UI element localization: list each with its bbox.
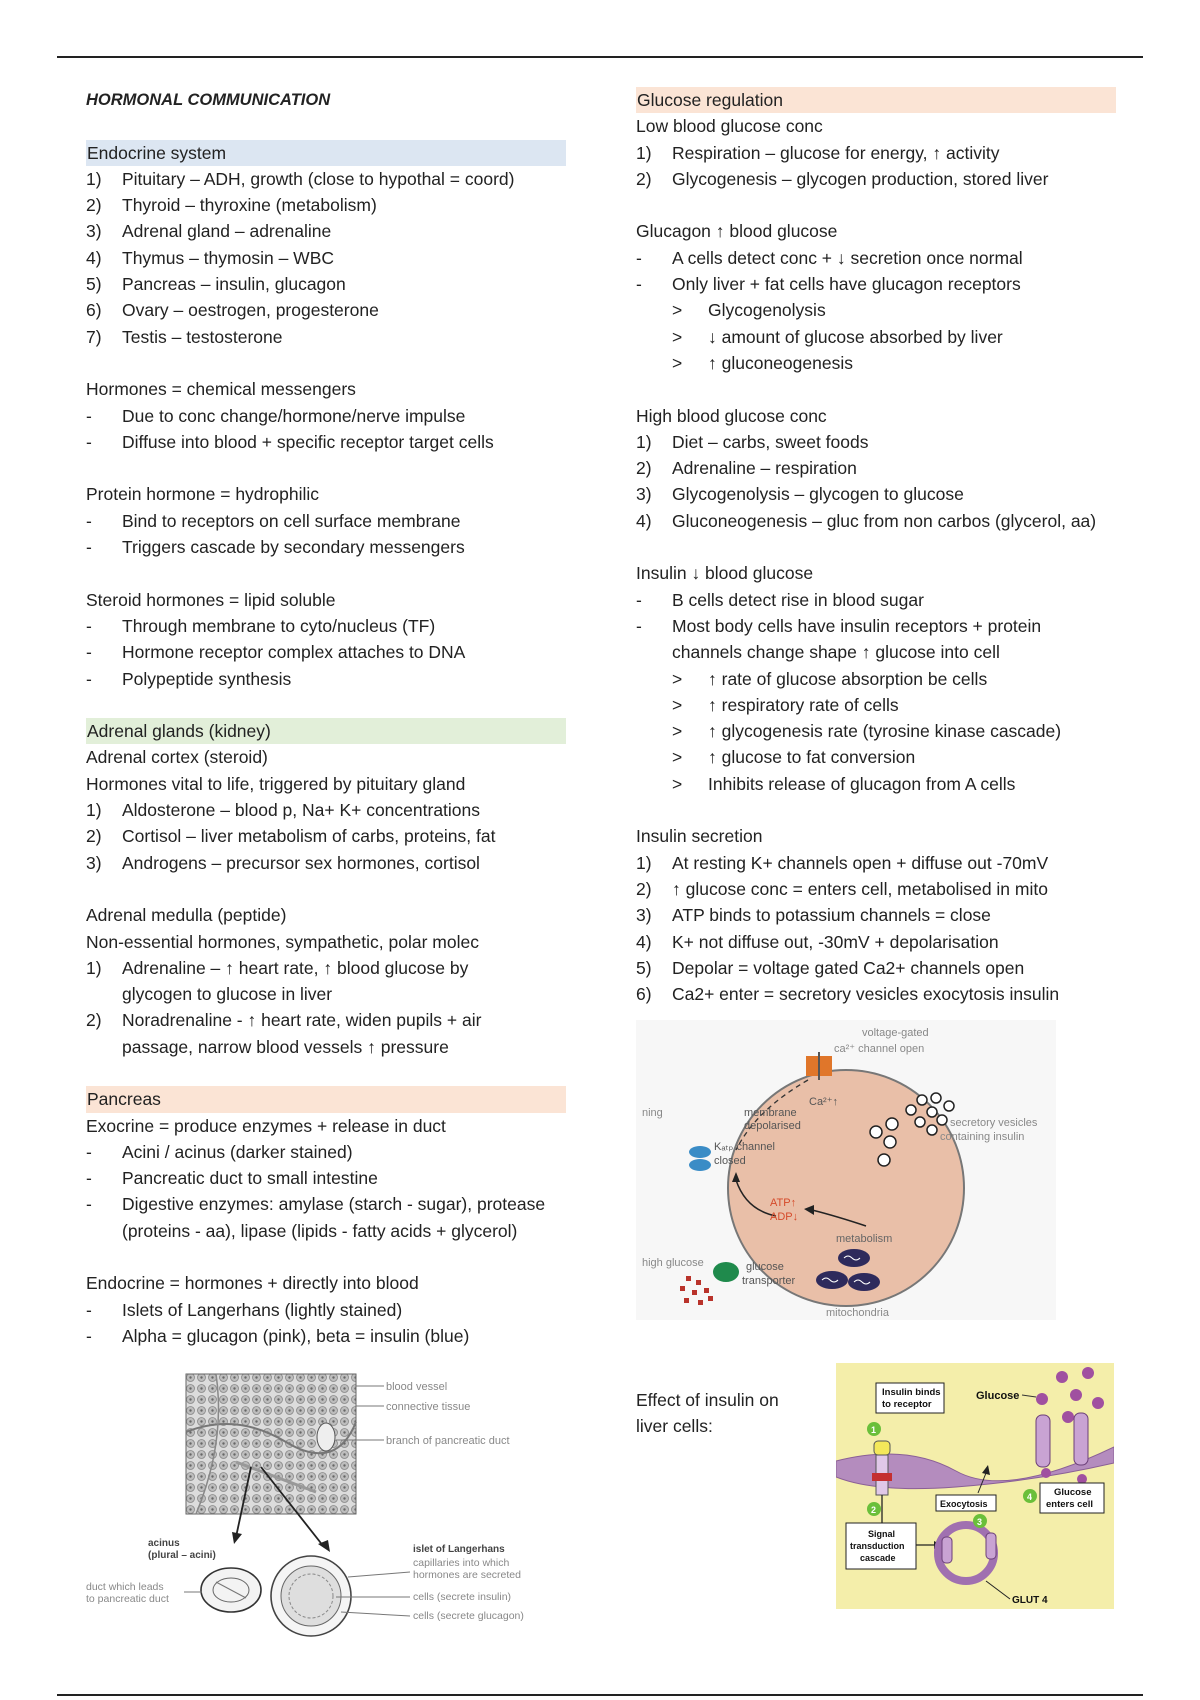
list-item: 3) ATP binds to potassium channels = close [636, 905, 991, 926]
label-k-atp-channel: Kₐₜₚ channel [714, 1141, 775, 1153]
adrenal-medulla-title: Adrenal medulla (peptide) [86, 905, 287, 926]
step-3-label: 3 [977, 1517, 983, 1527]
list-item: 1) Respiration – glucose for energy, ↑ activity [636, 142, 1000, 163]
hormones-title: Hormones = chemical messengers [86, 379, 356, 400]
insulin-liver-cell-figure [836, 1363, 1114, 1609]
label-high-glucose: high glucose [642, 1257, 704, 1269]
list-item: - Pancreatic duct to small intestine [86, 1168, 378, 1189]
top-rule [57, 56, 1143, 58]
label-mitochondria: mitochondria [826, 1307, 889, 1319]
label-blood-vessel: blood vessel [386, 1381, 448, 1393]
label-exocytosis: Exocytosis [940, 1499, 988, 1509]
list-item: 2) Thyroid – thyroxine (metabolism) [86, 195, 377, 216]
steroid-hormone-title: Steroid hormones = lipid soluble [86, 589, 336, 610]
glucagon-title: Glucagon ↑ blood glucose [636, 221, 838, 242]
endocrine-list [86, 166, 566, 350]
acinus-drawing [201, 1568, 261, 1612]
label-duct-1: duct which leads [86, 1581, 164, 1593]
list-item: - Alpha = glucagon (pink), beta = insulin (blue) [86, 1325, 470, 1346]
label-closed: closed [714, 1155, 746, 1167]
adrenal-cortex-subtitle: Hormones vital to life, triggered by pituitary gland [86, 773, 466, 794]
label-membrane: membrane [744, 1107, 797, 1119]
label-connective-tissue: connective tissue [386, 1401, 471, 1413]
list-item: - Acini / acinus (darker stained) [86, 1141, 353, 1162]
label-to-receptor: to receptor [882, 1399, 932, 1410]
list-item: 2) Noradrenaline - ↑ heart rate, widen pupils + air passage, narrow blood vessels ↑ pressure [86, 1010, 482, 1057]
list-item: 6) Ovary – oestrogen, progesterone [86, 300, 379, 321]
list-item: 1) At resting K+ channels open + diffuse out -70mV [636, 852, 1049, 873]
label-metabolism: metabolism [836, 1233, 893, 1245]
list-item: - Polypeptide synthesis [86, 668, 292, 689]
sub-list-item: > Glycogenolysis [672, 300, 826, 321]
label-duct-2: to pancreatic duct [86, 1593, 169, 1605]
heading-glucose-regulation: Glucose regulation [636, 87, 1116, 113]
label-insulin-cells: cells (secrete insulin) [413, 1591, 512, 1603]
list-item: - Only liver + fat cells have glucagon receptors [636, 274, 1021, 295]
label-capillaries-1: capillaries into which [413, 1557, 510, 1569]
list-item: 3) Adrenal gland – adrenaline [86, 221, 332, 242]
bottom-rule [57, 1694, 1143, 1696]
list-item: - Hormone receptor complex attaches to DNA [86, 642, 466, 663]
list-item: 3) Androgens – precursor sex hormones, cortisol [86, 852, 480, 873]
list-item: 2) Glycogenesis – glycogen production, stored liver [636, 168, 1049, 189]
list-item: 2) Adrenaline – respiration [636, 458, 857, 479]
sub-list-item: > ↑ respiratory rate of cells [672, 694, 899, 715]
label-cut: ning [642, 1107, 663, 1119]
liver-caption: Effect of insulin on liver cells: [636, 1390, 779, 1437]
list-item: - Most body cells have insulin receptors + protein channels change shape ↑ glucose into cell [636, 615, 1042, 663]
label-ca-channel-open: ca²⁺ channel open [834, 1043, 925, 1055]
islet-drawing [271, 1556, 351, 1636]
sub-list-item: > ↑ gluconeogenesis [672, 352, 853, 373]
list-item: - Islets of Langerhans (lightly stained) [86, 1299, 403, 1320]
step-1-label: 1 [871, 1425, 877, 1435]
list-item: - Through membrane to cyto/nucleus (TF) [86, 615, 436, 636]
endocrine-pancreas-title: Endocrine = hormones + directly into blood [86, 1273, 419, 1294]
sub-list-item: > ↑ glucose to fat conversion [672, 747, 916, 768]
list-item: 5) Pancreas – insulin, glucagon [86, 274, 346, 295]
beta-cell-insulin-secretion-figure [636, 1020, 1056, 1320]
list-item: 7) Testis – testosterone [86, 326, 283, 347]
list-item: - Digestive enzymes: amylase (starch - sugar), protease (proteins - aa), lipase (lipids - fatty acids + glycerol) [86, 1194, 546, 1241]
list-item: 1) Adrenaline – ↑ heart rate, ↑ blood glucose by glycogen to glucose in liver [86, 957, 469, 1005]
high-glucose-title: High blood glucose conc [636, 405, 827, 426]
label-atp: ATP↑ [770, 1197, 797, 1209]
label-acinus-plural: (plural – acini) [148, 1550, 216, 1561]
sub-list-item: > ↑ glycogenesis rate (tyrosine kinase cascade) [672, 721, 1062, 742]
label-glut4: GLUT 4 [1012, 1595, 1048, 1606]
list-item: - B cells detect rise in blood sugar [636, 589, 924, 610]
label-pancreatic-duct-branch: branch of pancreatic duct [386, 1435, 510, 1447]
label-capillaries-2: hormones are secreted [413, 1569, 521, 1581]
label-glucagon-cells: cells (secrete glucagon) [413, 1610, 524, 1622]
step-2-label: 2 [871, 1505, 877, 1515]
left-column [86, 87, 566, 1349]
label-glucose: Glucose [976, 1390, 1020, 1402]
list-item: - Due to conc change/hormone/nerve impulse [86, 405, 466, 426]
document-title: HORMONAL COMMUNICATION [86, 91, 331, 109]
label-glucose-enters: Glucose [1054, 1487, 1092, 1498]
label-islet: islet of Langerhans [413, 1544, 505, 1555]
label-signal: Signal [868, 1529, 896, 1539]
exocrine-title: Exocrine = produce enzymes + release in duct [86, 1115, 446, 1136]
list-item: - Diffuse into blood + specific receptor target cells [86, 431, 494, 452]
list-item: 4) Gluconeogenesis – gluc from non carbos (glycerol, aa) [636, 510, 1097, 531]
list-item: 3) Glycogenolysis – glycogen to glucose [636, 484, 964, 505]
list-item: 2) ↑ glucose conc = enters cell, metabolised in mito [636, 878, 1048, 899]
list-item: 1) Pituitary – ADH, growth (close to hypothal = coord) [86, 168, 515, 189]
label-depolarised: depolarised [744, 1120, 801, 1132]
adrenal-cortex-title: Adrenal cortex (steroid) [86, 747, 268, 768]
list-item: 6) Ca2+ enter = secretory vesicles exocytosis insulin [636, 984, 1060, 1005]
sub-list-item: > ↓ amount of glucose absorbed by liver [672, 326, 1003, 347]
heading-pancreas: Pancreas [86, 1086, 566, 1112]
right-column [636, 87, 1116, 1007]
adrenal-medulla-subtitle: Non-essential hormones, sympathetic, polar molec [86, 931, 479, 952]
list-item: - A cells detect conc + ↓ secretion once normal [636, 247, 1023, 268]
heading-adrenal-glands: Adrenal glands (kidney) [86, 718, 566, 744]
label-acinus: acinus [148, 1538, 180, 1549]
low-glucose-title: Low blood glucose conc [636, 116, 823, 137]
label-cascade: cascade [860, 1553, 896, 1563]
sub-list-item: > Inhibits release of glucagon from A cells [672, 773, 1016, 794]
list-item: 4) K+ not diffuse out, -30mV + depolarisation [636, 931, 999, 952]
insulin-title: Insulin ↓ blood glucose [636, 563, 814, 584]
list-item: - Bind to receptors on cell surface membrane [86, 510, 461, 531]
list-item: 1) Diet – carbs, sweet foods [636, 431, 869, 452]
label-ca-in: Ca²⁺↑ [809, 1096, 839, 1108]
list-item: - Triggers cascade by secondary messengers [86, 537, 465, 558]
protein-hormone-title: Protein hormone = hydrophilic [86, 484, 319, 505]
label-transduction: transduction [850, 1541, 905, 1551]
label-adp: ADP↓ [770, 1211, 799, 1223]
label-transporter: transporter [742, 1275, 796, 1287]
label-enters-cell: enters cell [1046, 1499, 1093, 1510]
sub-list-item: > ↑ rate of glucose absorption be cells [672, 668, 988, 689]
step-4-label: 4 [1027, 1492, 1033, 1502]
glucose-transporter-icon [713, 1262, 739, 1282]
list-item: 2) Cortisol – liver metabolism of carbs, proteins, fat [86, 826, 496, 847]
label-glucose: glucose [746, 1261, 784, 1273]
label-voltage-gated: voltage-gated [862, 1027, 929, 1039]
insulin-secretion-title: Insulin secretion [636, 826, 763, 847]
label-containing-insulin: containing insulin [940, 1131, 1025, 1143]
label-secretory-vesicles: secretory vesicles [950, 1117, 1038, 1129]
k-atp-channel-icon [689, 1146, 711, 1158]
pancreas-histology-figure [86, 1372, 546, 1652]
list-item: 4) Thymus – thymosin – WBC [86, 247, 334, 268]
heading-endocrine-system: Endocrine system [86, 140, 566, 166]
list-item: 1) Aldosterone – blood p, Na+ K+ concentrations [86, 800, 481, 821]
label-insulin-binds: Insulin binds [882, 1387, 941, 1398]
list-item: 5) Depolar = voltage gated Ca2+ channels open [636, 957, 1025, 978]
